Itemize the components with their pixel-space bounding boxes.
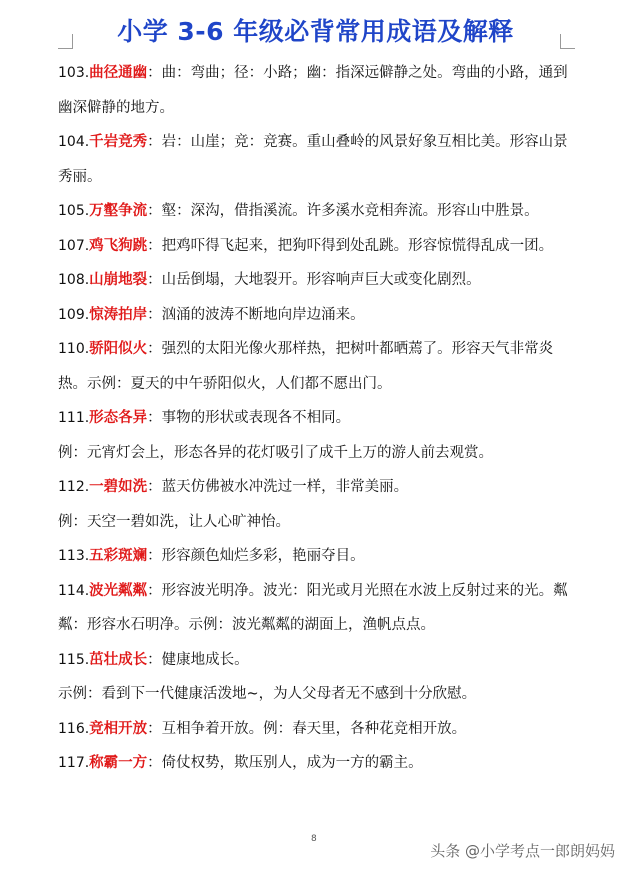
example-text: 例：天空一碧如洗，让人心旷神怡。 <box>58 513 290 530</box>
idiom-explanation: ：倚仗权势，欺压别人，成为一方的霸主。 <box>147 755 423 771</box>
idiom-entry <box>58 470 580 505</box>
idiom-term: 山崩地裂 <box>89 271 148 288</box>
idiom-explanation: ：山岳倒塌，大地裂开。形容响声巨大或变化剧烈。 <box>147 272 481 288</box>
watermark: 头条 @小学考点一郎朗妈妈 <box>430 842 615 860</box>
idiom-list <box>58 56 580 781</box>
idiom-explanation: ：强烈的太阳光像火那样热，把树叶都晒蔫了。形容天气非常炎热。示例：夏天的中午骄阳似火，人们都不愿出门。 <box>58 341 554 392</box>
idiom-example <box>58 436 580 471</box>
idiom-entry <box>58 332 580 401</box>
idiom-entry <box>58 712 580 747</box>
idiom-entry <box>58 539 580 574</box>
idiom-term: 一碧如洗 <box>89 478 148 495</box>
idiom-term: 茁壮成长 <box>89 650 148 668</box>
idiom-term: 骄阳似火 <box>89 340 148 357</box>
entry-number: 104. <box>58 134 90 150</box>
idiom-entry <box>58 643 580 678</box>
idiom-entry <box>58 401 580 436</box>
entry-number: 111. <box>58 410 90 426</box>
idiom-entry <box>58 746 580 781</box>
idiom-explanation: ：互相争着开放。例：春天里，各种花竞相开放。 <box>147 720 467 737</box>
entry-number: 115. <box>58 651 90 668</box>
idiom-term: 曲径通幽 <box>89 64 148 81</box>
corner-mark-right <box>560 34 575 49</box>
idiom-term: 鸡飞狗跳 <box>89 236 148 254</box>
entry-number: 109. <box>58 306 90 323</box>
corner-mark-left <box>58 34 73 49</box>
idiom-explanation: ：把鸡吓得飞起来，把狗吓得到处乱跳。形容惊慌得乱成一团。 <box>147 237 554 254</box>
entry-number: 103. <box>58 65 90 81</box>
idiom-term: 形态各异 <box>89 409 148 426</box>
idiom-term: 竞相开放 <box>89 719 148 737</box>
entry-number: 108. <box>58 272 90 288</box>
entry-number: 112. <box>58 479 90 495</box>
idiom-entry <box>58 125 580 194</box>
idiom-entry <box>58 56 580 125</box>
idiom-entry <box>58 263 580 298</box>
idiom-term: 千岩竞秀 <box>89 133 148 150</box>
idiom-explanation: ：曲：弯曲；径：小路；幽：指深远僻静之处。弯曲的小路，通到幽深僻静的地方。 <box>58 65 568 116</box>
idiom-explanation: ：壑：深沟，借指溪流。许多溪水竞相奔流。形容山中胜景。 <box>147 203 539 219</box>
entry-number: 116. <box>58 720 90 737</box>
idiom-term: 称霸一方 <box>89 754 148 771</box>
idiom-explanation: ：形容波光明净。波光：阳光或月光照在水波上反射过来的光。粼粼：形容水石明净。示例：波光粼粼的湖面上，渔帆点点。 <box>58 582 568 633</box>
idiom-explanation: ：蓝天仿佛被水冲洗过一样，非常美丽。 <box>147 479 409 495</box>
idiom-entry <box>58 298 580 333</box>
example-text: 例：元宵灯会上，形态各异的花灯吸引了成千上万的游人前去观赏。 <box>58 444 493 461</box>
entry-number: 105. <box>58 203 90 219</box>
entry-number: 117. <box>58 755 90 771</box>
idiom-explanation: ：岩：山崖；竞：竞赛。重山叠岭的风景好象互相比美。形容山景秀丽。 <box>58 134 568 185</box>
idiom-explanation: ：形容颜色灿烂多彩，艳丽夺目。 <box>147 548 365 564</box>
page-title: 小学 3-6 年级必背常用成语及解释 <box>117 17 514 46</box>
entry-number: 107. <box>58 237 90 254</box>
idiom-example <box>58 677 580 712</box>
idiom-example <box>58 505 580 540</box>
idiom-explanation: ：事物的形状或表现各不相同。 <box>147 410 351 426</box>
idiom-term: 万壑争流 <box>89 202 148 219</box>
idiom-term: 五彩斑斓 <box>89 547 148 564</box>
idiom-entry <box>58 194 580 229</box>
idiom-explanation: ：汹涌的波涛不断地向岸边涌来。 <box>147 306 365 323</box>
idiom-entry <box>58 574 580 643</box>
idiom-explanation: ：健康地成长。 <box>147 651 249 668</box>
example-text: 示例：看到下一代健康活泼地~，为人父母者无不感到十分欣慰。 <box>58 686 477 702</box>
entry-number: 113. <box>58 548 90 564</box>
idiom-term: 惊涛拍岸 <box>89 305 148 323</box>
entry-number: 110. <box>58 341 90 357</box>
page-number: 8 <box>311 834 317 844</box>
idiom-term: 波光粼粼 <box>89 581 148 599</box>
idiom-entry <box>58 229 580 264</box>
entry-number: 114. <box>58 582 90 599</box>
